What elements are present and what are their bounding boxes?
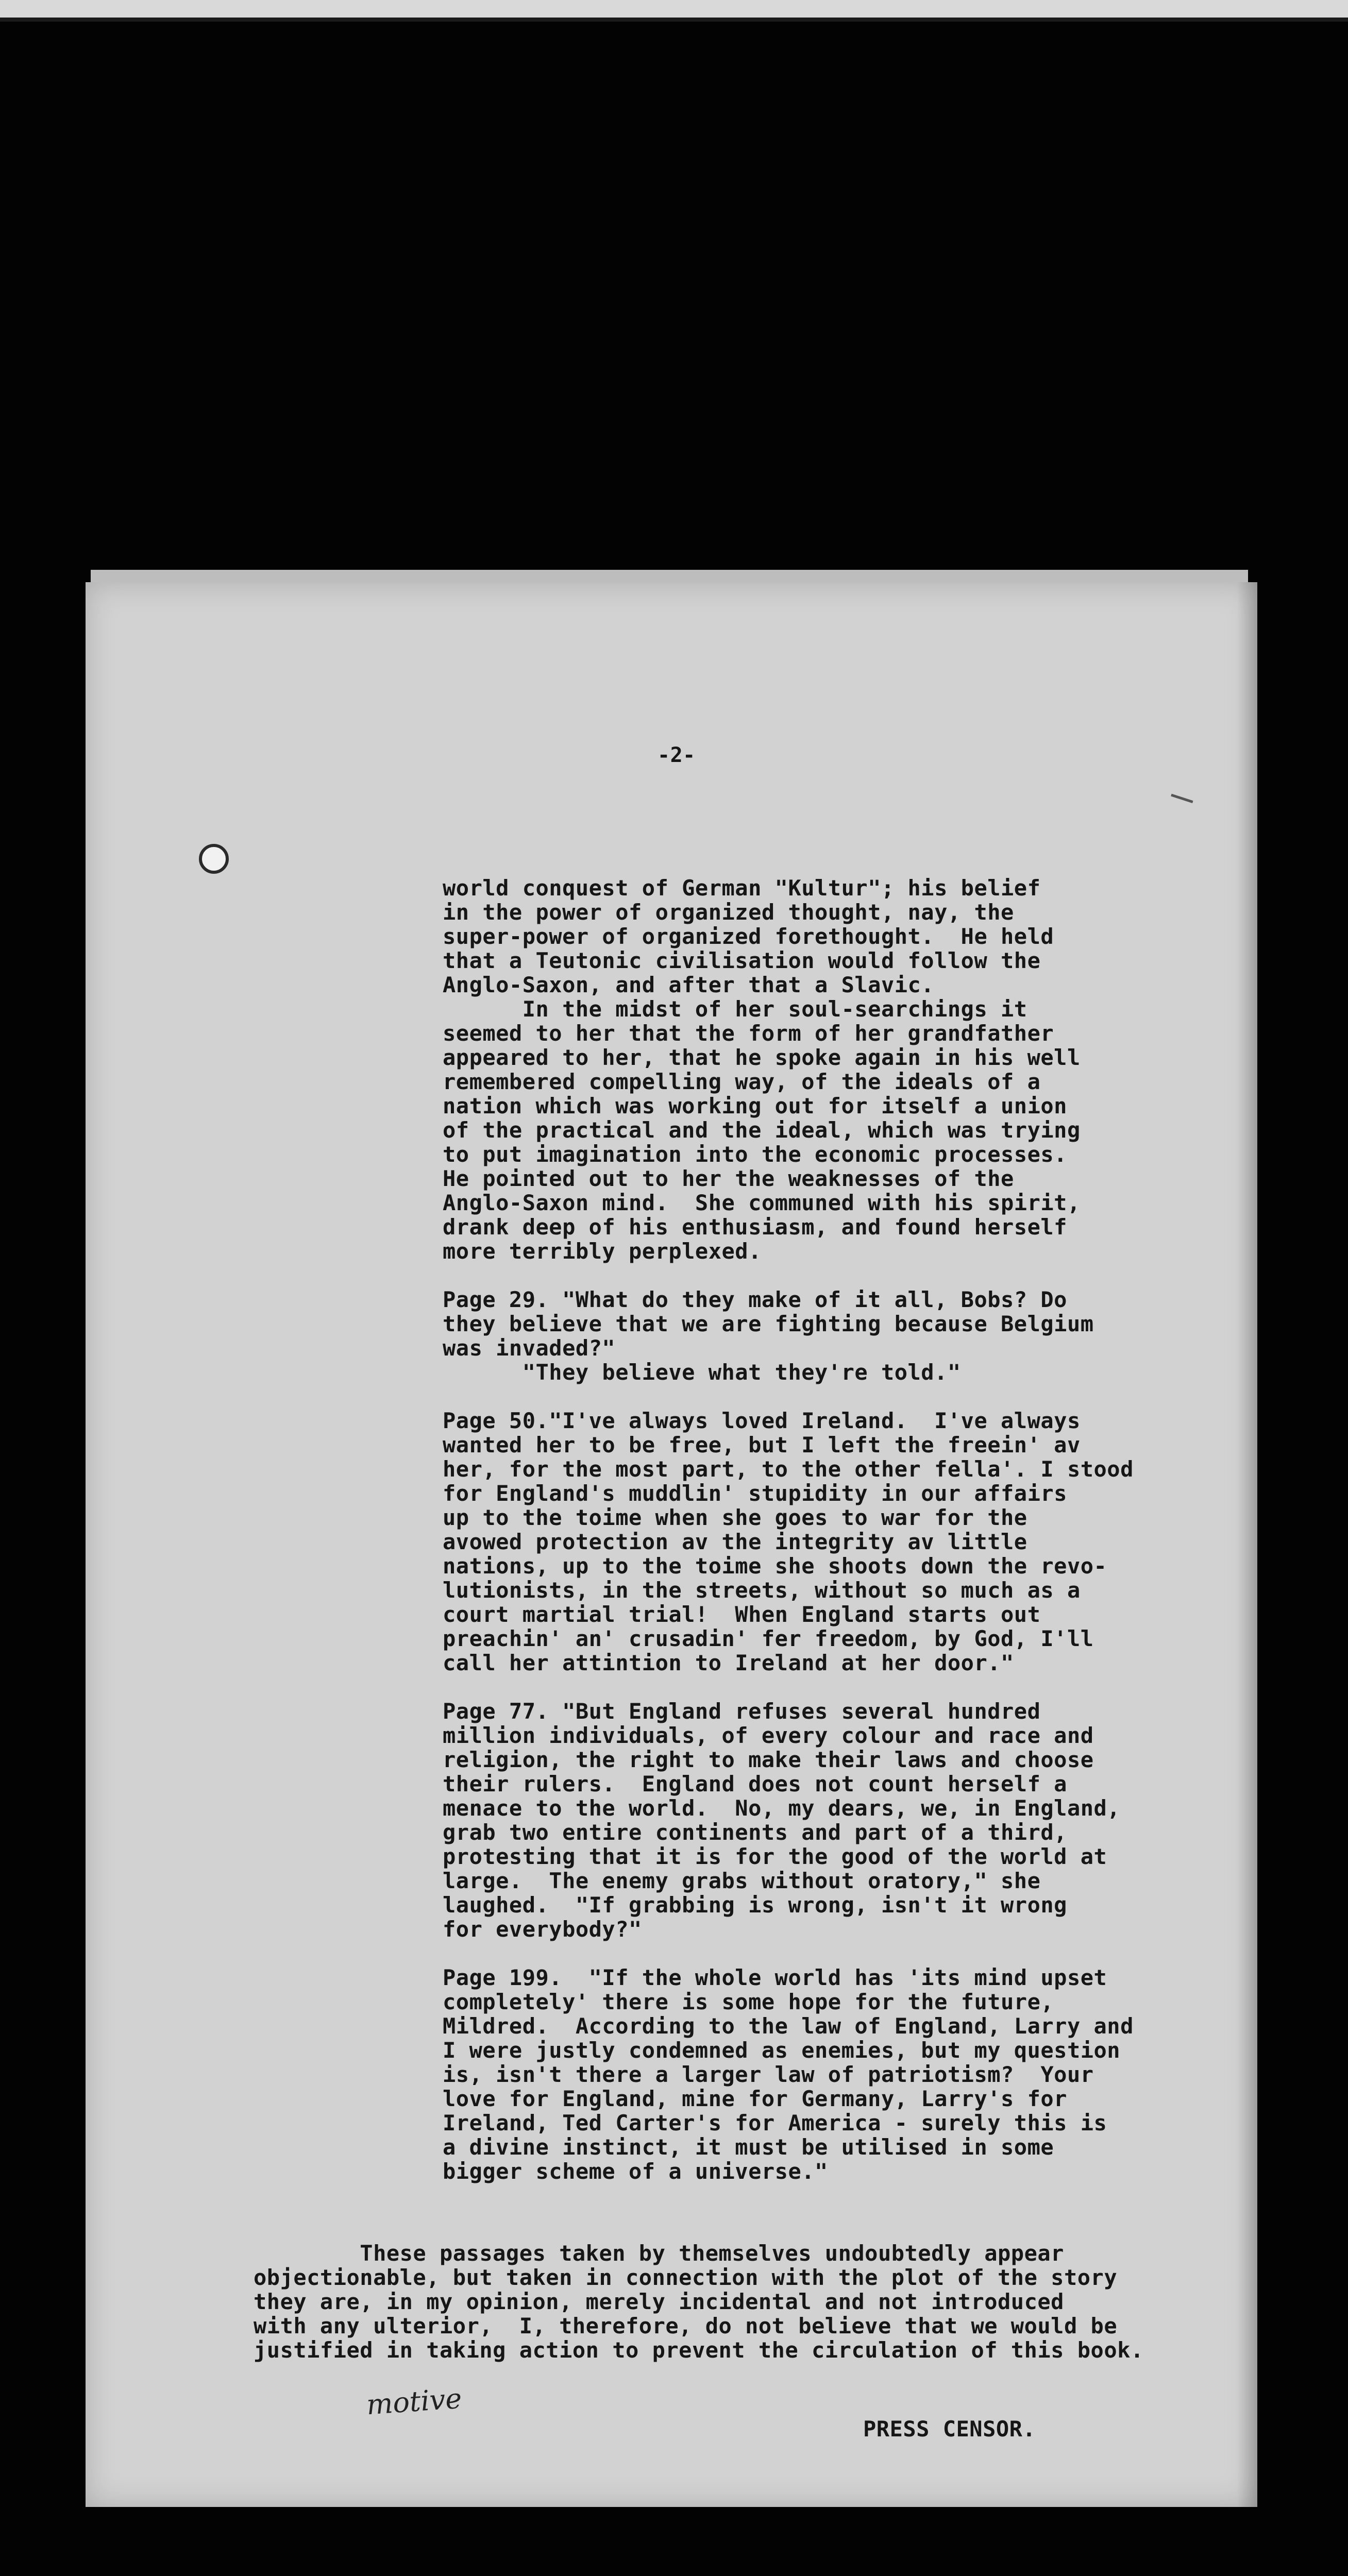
text-line: in the power of organized thought, nay, the bbox=[443, 900, 1014, 925]
text-line: grab two entire continents and part of a third, bbox=[443, 1820, 1067, 1845]
body-paragraph bbox=[443, 1965, 1216, 2183]
text-line: love for England, mine for Germany, Larry's for bbox=[443, 2086, 1067, 2111]
text-line: avowed protection av the integrity av little bbox=[443, 1529, 1027, 1554]
body-paragraph bbox=[443, 1699, 1216, 1941]
text-line: was invaded?" bbox=[443, 1335, 616, 1361]
text-line: He pointed out to her the weaknesses of the bbox=[443, 1166, 1014, 1191]
closing-line: with any ulterior, I, therefore, do not believe that we would be bbox=[254, 2313, 1118, 2338]
text-line: In the midst of her soul-searchings it bbox=[443, 996, 1027, 1022]
text-line: religion, the right to make their laws and choose bbox=[443, 1747, 1094, 1772]
text-line: nation which was working out for itself a union bbox=[443, 1093, 1067, 1118]
text-line: nations, up to the toime she shoots down the revo- bbox=[443, 1553, 1107, 1579]
paragraph-gap bbox=[443, 1263, 1216, 1287]
text-line: world conquest of German "Kultur"; his belief bbox=[443, 875, 1041, 901]
text-line: more terribly perplexed. bbox=[443, 1239, 762, 1264]
closing-line: objectionable, but taken in connection with the plot of the story bbox=[254, 2265, 1118, 2290]
text-line: a divine instinct, it must be utilised in some bbox=[443, 2134, 1054, 2160]
punch-hole-icon bbox=[199, 844, 229, 874]
text-line: call her attintion to Ireland at her door." bbox=[443, 1650, 1014, 1675]
text-line: preachin' an' crusadin' fer freedom, by God, I'll bbox=[443, 1626, 1094, 1651]
text-line: of the practical and the ideal, which was trying bbox=[443, 1117, 1081, 1143]
text-line: large. The enemy grabs without oratory," she bbox=[443, 1868, 1041, 1893]
text-line: Ireland, Ted Carter's for America - surely this is bbox=[443, 2110, 1107, 2136]
text-line: to put imagination into the economic processes. bbox=[443, 1142, 1067, 1167]
body-paragraph bbox=[443, 1409, 1216, 1675]
text-line: for everybody?" bbox=[443, 1917, 642, 1942]
closing-paragraph bbox=[254, 2241, 1233, 2362]
text-line: drank deep of his enthusiasm, and found herself bbox=[443, 1214, 1067, 1240]
text-line: million individuals, of every colour and race and bbox=[443, 1723, 1094, 1748]
text-line: Page 50."I've always loved Ireland. I've always bbox=[443, 1408, 1081, 1433]
text-line: appeared to her, that he spoke again in his well bbox=[443, 1045, 1081, 1070]
typed-document-page bbox=[86, 582, 1257, 2507]
document-body bbox=[443, 876, 1216, 2183]
pencil-mark-icon bbox=[1169, 794, 1193, 809]
text-line: super-power of organized forethought. He held bbox=[443, 924, 1054, 949]
text-line: they believe that we are fighting because Belgium bbox=[443, 1311, 1094, 1336]
closing-line: they are, in my opinion, merely incidental and not introduced bbox=[254, 2289, 1064, 2314]
text-line: laughed. "If grabbing is wrong, isn't it wrong bbox=[443, 1892, 1067, 1918]
closing-line: justified in taking action to prevent the circulation of this book. bbox=[254, 2337, 1144, 2363]
text-line: their rulers. England does not count herself a bbox=[443, 1771, 1067, 1797]
text-line: court martial trial! When England starts out bbox=[443, 1602, 1041, 1627]
closing-line: These passages taken by themselves undoubtedly appear bbox=[254, 2241, 1064, 2266]
text-line: Anglo-Saxon mind. She communed with his spirit, bbox=[443, 1190, 1081, 1215]
film-top-edge bbox=[0, 18, 1348, 22]
handwritten-signature: motive bbox=[365, 2382, 463, 2421]
text-line: menace to the world. No, my dears, we, in England, bbox=[443, 1795, 1121, 1821]
paragraph-gap bbox=[443, 1384, 1216, 1409]
text-line: wanted her to be free, but I left the freein' av bbox=[443, 1432, 1081, 1458]
body-paragraph bbox=[443, 876, 1216, 1263]
text-line: seemed to her that the form of her grandfather bbox=[443, 1021, 1054, 1046]
film-top-strip bbox=[0, 0, 1348, 18]
text-line: that a Teutonic civilisation would follow the bbox=[443, 948, 1041, 973]
paragraph-gap bbox=[443, 1941, 1216, 1965]
body-paragraph bbox=[443, 1287, 1216, 1384]
text-line: "They believe what they're told." bbox=[443, 1360, 961, 1385]
text-line: protesting that it is for the good of the world at bbox=[443, 1844, 1107, 1869]
page-edge-shading bbox=[1237, 582, 1257, 2507]
text-line: Page 199. "If the whole world has 'its mind upset bbox=[443, 1965, 1107, 1990]
press-censor-signoff: PRESS CENSOR. bbox=[863, 2416, 1036, 2442]
text-line: Mildred. According to the law of England, Larry and bbox=[443, 2013, 1134, 2039]
text-line: Page 29. "What do they make of it all, Bobs? Do bbox=[443, 1287, 1067, 1312]
text-line: Page 77. "But England refuses several hundred bbox=[443, 1699, 1041, 1724]
text-line: lutionists, in the streets, without so much as a bbox=[443, 1578, 1081, 1603]
text-line: I were justly condemned as enemies, but my question bbox=[443, 2038, 1121, 2063]
text-line: for England's muddlin' stupidity in our affairs bbox=[443, 1481, 1067, 1506]
text-line: completely' there is some hope for the future, bbox=[443, 1989, 1054, 2014]
paragraph-gap bbox=[443, 1675, 1216, 1699]
text-line: her, for the most part, to the other fella'. I stood bbox=[443, 1456, 1134, 1482]
text-line: Anglo-Saxon, and after that a Slavic. bbox=[443, 972, 935, 997]
text-line: is, isn't there a larger law of patriotism? Your bbox=[443, 2062, 1094, 2087]
text-line: bigger scheme of a universe." bbox=[443, 2159, 828, 2184]
text-line: remembered compelling way, of the ideals of a bbox=[443, 1069, 1041, 1094]
page-number: -2- bbox=[658, 743, 696, 767]
text-line: up to the toime when she goes to war for the bbox=[443, 1505, 1027, 1530]
